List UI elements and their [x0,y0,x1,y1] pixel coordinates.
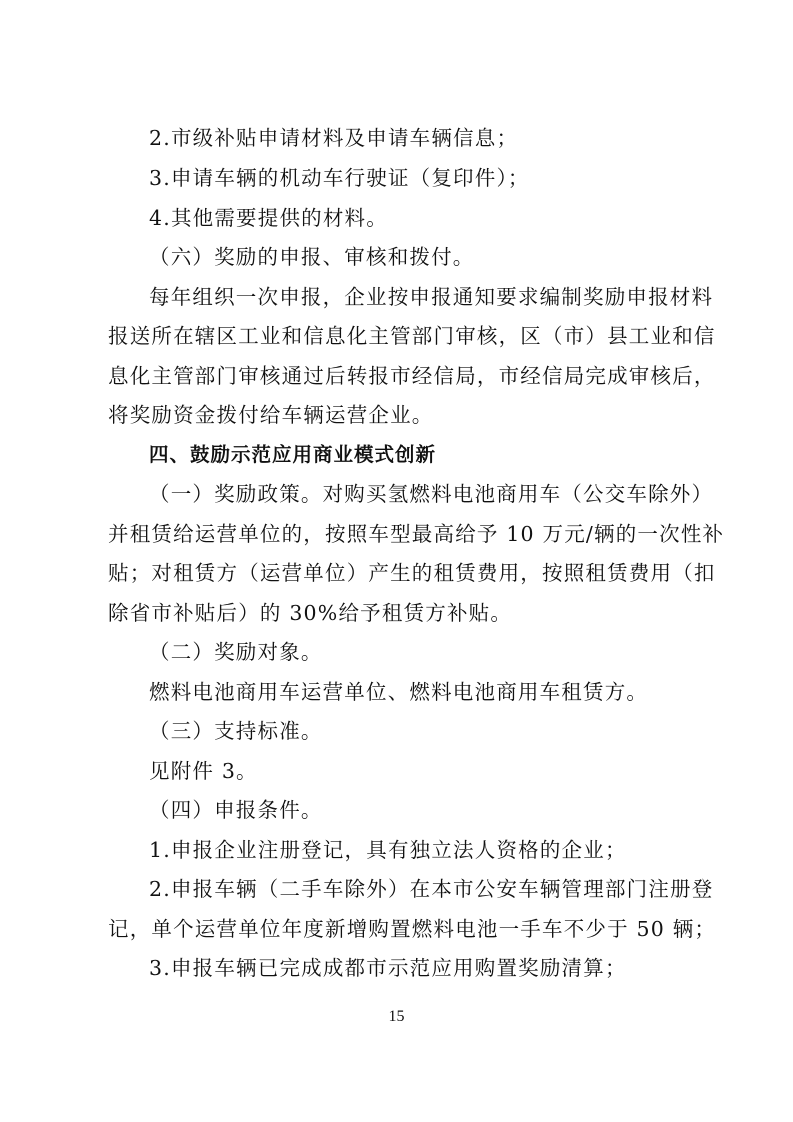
paragraph-line: 并租赁给运营单位的，按照车型最高给予 10 万元/辆的一次性补 [108,522,725,546]
paragraph-line: 息化主管部门审核通过后转报市经信局，市经信局完成审核后， [108,364,716,388]
section-heading: 四、鼓励示范应用商业模式创新 [149,443,437,466]
subheading: （二）奖励对象。 [149,640,323,664]
paragraph-line: 报送所在辖区工业和信息化主管部门审核，区（市）县工业和信 [108,324,716,348]
page-number: 15 [388,1008,405,1025]
paragraph-line: 记，单个运营单位年度新增购置燃料电池一手车不少于 50 辆； [108,917,717,941]
paragraph-line: 将奖励资金拨付给车辆运营企业。 [108,403,434,427]
list-item: 3.申报车辆已完成成都市示范应用购置奖励清算； [149,956,627,980]
paragraph-line: 每年组织一次申报，企业按申报通知要求编制奖励申报材料 [149,285,714,309]
subheading: （三）支持标准。 [149,719,323,743]
list-item: 2.申报车辆（二手车除外）在本市公安车辆管理部门注册登 [149,877,714,901]
paragraph-line: （一）奖励政策。对购买氢燃料电池商用车（公交车除外） [149,482,714,506]
list-item: 2.市级补贴申请材料及申请车辆信息； [149,126,519,150]
paragraph-line: 见附件 3。 [149,759,258,783]
list-item: 1.申报企业注册登记，具有独立法人资格的企业； [149,838,627,862]
paragraph-line: 除省市补贴后）的 30%给予租赁方补贴。 [108,601,513,625]
subheading: （六）奖励的申报、审核和拨付。 [149,245,475,269]
list-item: 4.其他需要提供的材料。 [149,206,388,230]
paragraph-line: 燃料电池商用车运营单位、燃料电池商用车租赁方。 [149,680,649,704]
subheading: （四）申报条件。 [149,798,323,822]
paragraph-line: 贴；对租赁方（运营单位）产生的租赁费用，按照租赁费用（扣 [108,561,716,585]
list-item: 3.申请车辆的机动车行驶证（复印件）； [149,166,530,190]
